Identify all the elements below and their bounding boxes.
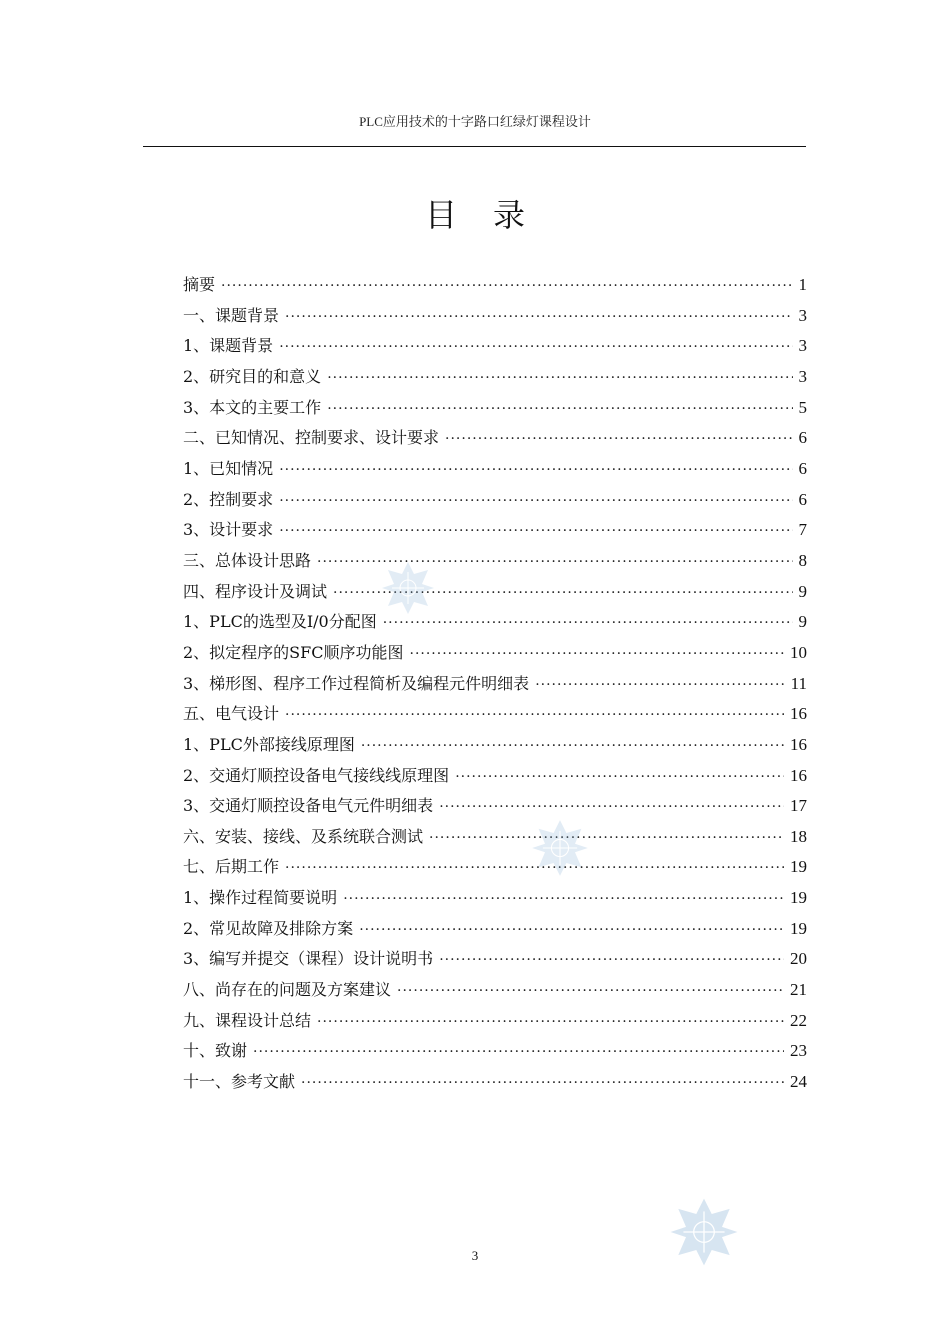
- toc-entry-label: 摘要: [183, 275, 216, 294]
- toc-entry[interactable]: [183, 730, 807, 761]
- toc-entry[interactable]: [183, 638, 807, 669]
- toc-leader: [535, 670, 784, 701]
- toc-entry-label: 二、已知情况、控制要求、设计要求: [183, 428, 440, 448]
- toc-entry-label: 三、总体设计思路: [183, 550, 312, 570]
- toc-entry-page: 16: [790, 765, 807, 785]
- toc-entry-label: 2、交通灯顺控设备电气接线线原理图: [183, 765, 450, 785]
- toc-entry[interactable]: [183, 975, 807, 1006]
- toc-entry-page: 16: [790, 734, 807, 754]
- toc-entry-page: 3: [798, 366, 807, 386]
- toc-entry[interactable]: [183, 944, 807, 975]
- toc-entry-page: 9: [798, 612, 807, 632]
- toc-leader: [327, 363, 792, 394]
- toc-entry[interactable]: [183, 301, 807, 332]
- toc-leader: [301, 1068, 784, 1099]
- running-header: PLC应用技术的十字路口红绿灯课程设计: [359, 114, 591, 129]
- toc-entry-label: 七、后期工作: [183, 857, 280, 877]
- toc-entry-label: 六、安装、接线、及系统联合测试: [183, 826, 424, 846]
- toc-leader: [361, 731, 784, 762]
- toc-entry-label: 3、交通灯顺控设备电气元件明细表: [183, 796, 434, 816]
- toc-entry[interactable]: [183, 485, 807, 516]
- toc-leader: [439, 945, 784, 976]
- header-rule: [143, 146, 806, 147]
- toc-entry-page: 11: [790, 673, 807, 693]
- toc-leader: [359, 915, 784, 946]
- toc-entry-page: 10: [790, 642, 807, 662]
- toc-entry-label: 十一、参考文献: [183, 1072, 296, 1092]
- toc-entry[interactable]: [183, 669, 807, 700]
- toc-entry-page: 23: [790, 1041, 807, 1061]
- toc-entry-label: 五、电气设计: [183, 704, 280, 724]
- toc-entry-page: 19: [790, 888, 807, 908]
- toc-entry-page: 3: [798, 336, 807, 356]
- toc-leader: [279, 486, 792, 517]
- toc-entry-label: 2、控制要求: [183, 489, 274, 509]
- toc-entry-page: 21: [790, 980, 807, 1000]
- toc-entry[interactable]: [183, 454, 807, 485]
- toc-leader: [439, 792, 784, 823]
- toc-leader: [429, 823, 784, 854]
- toc-entry-page: 6: [798, 428, 807, 448]
- toc-entry-label: 1、课题背景: [183, 336, 274, 356]
- toc-entry-page: 19: [790, 857, 807, 877]
- toc-entry-label: 四、程序设计及调试: [183, 581, 328, 601]
- toc-entry[interactable]: [183, 1067, 807, 1098]
- toc-entry-label: 3、梯形图、程序工作过程简析及编程元件明细表: [183, 673, 530, 693]
- toc-leader: [285, 700, 784, 731]
- snowflake-watermark-icon: [530, 818, 590, 878]
- toc-entry-page: 6: [798, 489, 807, 509]
- toc-entry[interactable]: [183, 607, 807, 638]
- toc-entry[interactable]: [183, 1036, 807, 1067]
- toc-entry-label: 1、已知情况: [183, 458, 274, 478]
- toc-leader: [445, 424, 792, 455]
- toc-leader: [410, 639, 785, 670]
- toc-entry-label: 2、研究目的和意义: [183, 366, 322, 386]
- toc-leader: [383, 608, 793, 639]
- toc-entry[interactable]: [183, 791, 807, 822]
- toc-entry-label: 3、本文的主要工作: [183, 397, 322, 417]
- toc-entry[interactable]: [183, 423, 807, 454]
- toc-entry-page: 5: [798, 397, 807, 417]
- toc-entry-page: 24: [790, 1072, 807, 1092]
- toc-entry-label: 十、致谢: [183, 1041, 248, 1061]
- toc-entry[interactable]: [183, 577, 807, 608]
- toc-entry[interactable]: [183, 883, 807, 914]
- toc-leader: [327, 394, 792, 425]
- toc-leader: [343, 884, 784, 915]
- toc-entry-page: 1: [798, 275, 807, 294]
- toc-entry-page: 18: [790, 826, 807, 846]
- toc-entry-page: 20: [790, 949, 807, 969]
- toc-entry-page: 17: [790, 796, 807, 816]
- toc-entry-page: 8: [798, 550, 807, 570]
- toc-entry-label: 1、操作过程简要说明: [183, 888, 338, 908]
- toc-entry[interactable]: [183, 822, 807, 853]
- toc-leader: [279, 516, 792, 547]
- toc-entry-page: 7: [798, 520, 807, 540]
- toc-leader: [397, 976, 784, 1007]
- toc-list: [183, 270, 807, 1098]
- toc-entry[interactable]: [183, 362, 807, 393]
- toc-leader: [253, 1037, 784, 1068]
- toc-entry-label: 2、常见故障及排除方案: [183, 918, 354, 938]
- toc-leader: [317, 1007, 784, 1038]
- toc-entry[interactable]: [183, 914, 807, 945]
- toc-leader: [221, 271, 792, 302]
- snowflake-watermark-icon: [380, 560, 436, 616]
- toc-entry-label: 1、PLC外部接线原理图: [183, 734, 355, 754]
- toc-entry[interactable]: [183, 761, 807, 792]
- toc-entry[interactable]: [183, 270, 807, 301]
- toc-entry[interactable]: [183, 393, 807, 424]
- toc-entry-label: 一、课题背景: [183, 305, 280, 325]
- toc-entry-page: 9: [798, 581, 807, 601]
- toc-entry-page: 22: [790, 1010, 807, 1030]
- toc-entry[interactable]: [183, 852, 807, 883]
- toc-leader: [279, 455, 792, 486]
- toc-entry-label: 1、PLC的选型及I/0分配图: [183, 612, 377, 632]
- toc-entry[interactable]: [183, 515, 807, 546]
- toc-entry[interactable]: [183, 1006, 807, 1037]
- toc-entry-label: 3、设计要求: [183, 520, 274, 540]
- page-number: 3: [471, 1248, 479, 1263]
- toc-entry-page: 19: [790, 918, 807, 938]
- toc-entry-label: 九、课程设计总结: [183, 1010, 312, 1030]
- toc-entry-label: 3、编写并提交（课程）设计说明书: [183, 949, 434, 969]
- toc-entry-page: 16: [790, 704, 807, 724]
- toc-entry[interactable]: [183, 331, 807, 362]
- toc-entry-label: 八、尚存在的问题及方案建议: [183, 980, 392, 1000]
- toc-entry-page: 3: [798, 305, 807, 325]
- toc-entry[interactable]: [183, 699, 807, 730]
- toc-leader: [285, 302, 792, 333]
- toc-entry-page: 6: [798, 458, 807, 478]
- toc-entry[interactable]: [183, 546, 807, 577]
- toc-entry-label: 2、拟定程序的SFC顺序功能图: [183, 642, 404, 662]
- toc-leader: [279, 332, 792, 363]
- toc-leader: [455, 762, 784, 793]
- toc-title: 目录: [424, 196, 561, 234]
